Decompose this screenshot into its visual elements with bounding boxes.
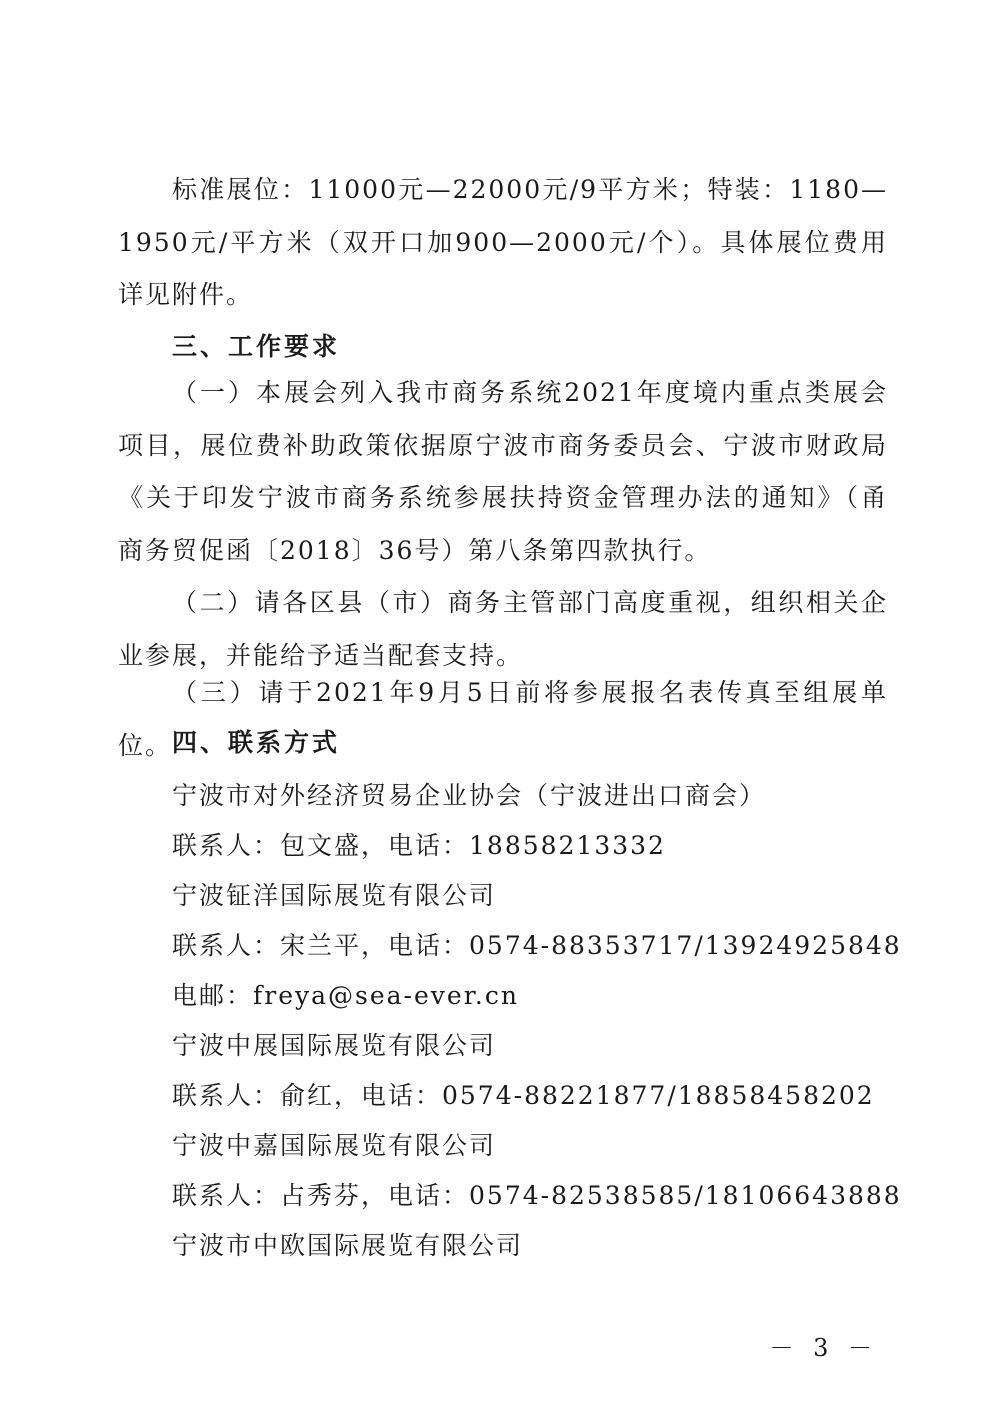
- page-number: － 3 －: [769, 1334, 878, 1362]
- section-3-item-3: （三）请于2021年9月5日前将参展报名表传真至组展单位。: [118, 678, 888, 760]
- section-3-item-2: （二）请各区县（市）商务主管部门高度重视，组织相关企业参展，并能给予适当配套支持。: [118, 588, 888, 670]
- contact-org-4: 宁波中嘉国际展览有限公司: [172, 1131, 497, 1160]
- contact-person-3: 联系人：俞红，电话：0574-88221877/18858458202: [172, 1081, 875, 1110]
- section-3-item-1: （一）本展会列入我市商务系统2021年度境内重点类展会项目，展位费补助政策依据原宁波市商务委员会、宁波市财政局《关于印发宁波市商务系统参展扶持资金管理办法的通知》（甬商务贸促函〔2018〕36号）第八条第四款执行。: [118, 378, 888, 565]
- contact-org-5: 宁波市中欧国际展览有限公司: [172, 1231, 524, 1260]
- contact-person-4: 联系人：占秀芬，电话：0574-82538585/18106643888: [172, 1181, 902, 1210]
- contact-org-2: 宁波钲洋国际展览有限公司: [172, 881, 497, 910]
- contact-org-3: 宁波中展国际展览有限公司: [172, 1031, 497, 1060]
- section-3-heading: 三、工作要求: [172, 332, 341, 361]
- contact-org-1: 宁波市对外经济贸易企业协会（宁波进出口商会）: [172, 781, 767, 810]
- section-4-heading: 四、联系方式: [172, 728, 341, 757]
- contact-email: 电邮：freya@sea-ever.cn: [172, 981, 519, 1010]
- contact-person-2: 联系人：宋兰平，电话：0574-88353717/13924925848: [172, 931, 902, 960]
- contact-person-1: 联系人：包文盛，电话：18858213332: [172, 831, 666, 860]
- booth-fee-paragraph: 标准展位：11000元—22000元/9平方米；特装：1180—1950元/平方米（双开口加900—2000元/个）。具体展位费用详见附件。: [118, 175, 888, 309]
